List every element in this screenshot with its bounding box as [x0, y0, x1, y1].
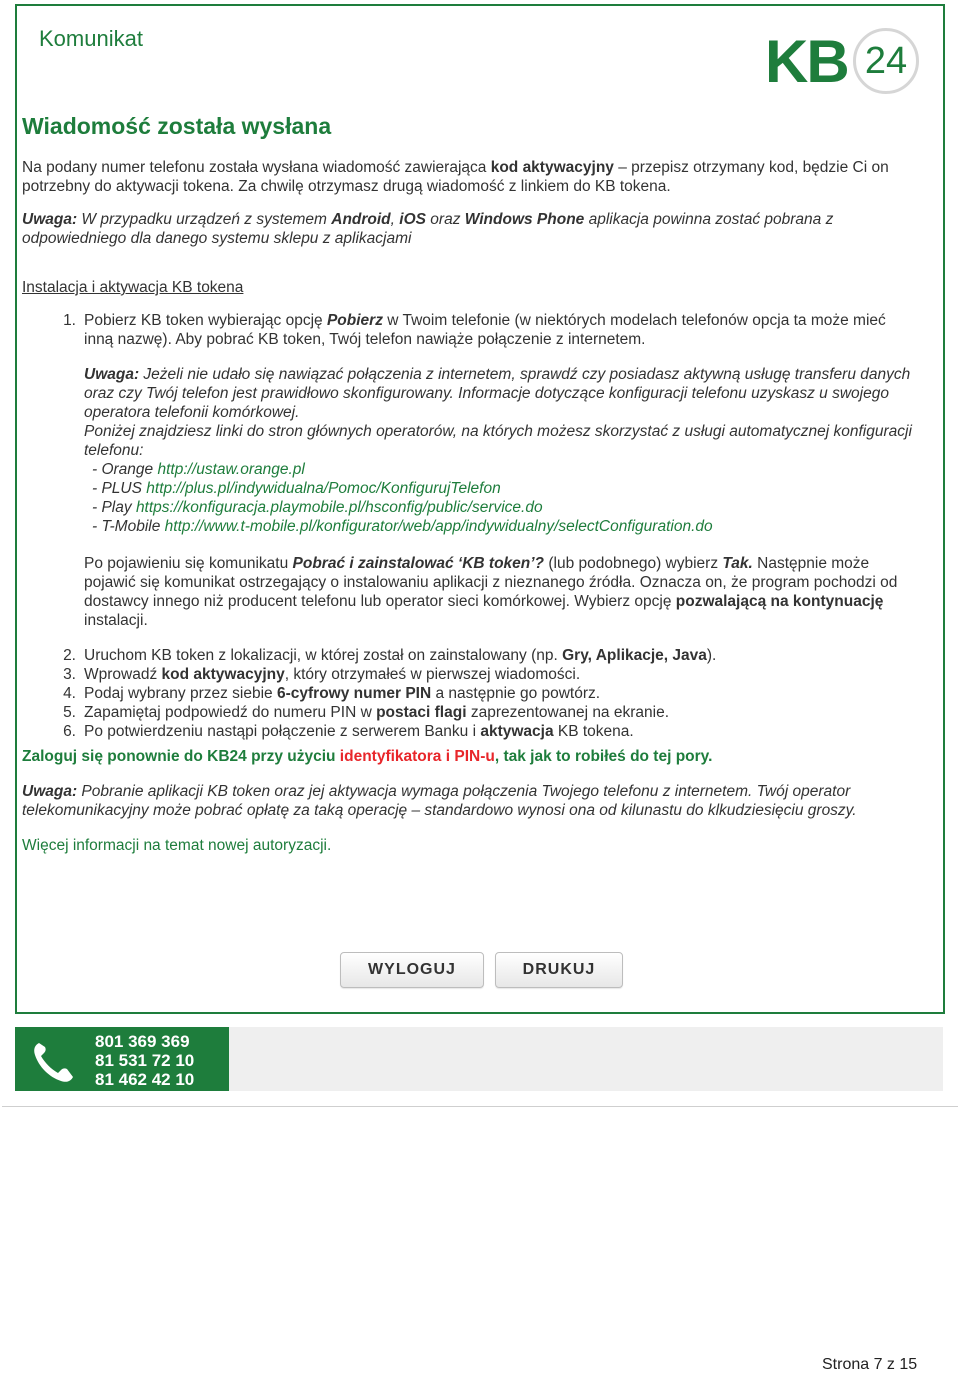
message-content	[22, 112, 912, 855]
operator-link[interactable]: http://www.t-mobile.pl/konfigurator/web/app/indywidualny/selectConfiguration.do	[164, 518, 713, 535]
intro-code: kod aktywacyjny	[490, 159, 614, 176]
popup-allow: pozwalającą na kontynuację	[675, 593, 884, 610]
operator-link[interactable]: http://ustaw.orange.pl	[157, 461, 305, 478]
steps-list-2	[22, 646, 912, 741]
intro-a: Na podany numer telefonu została wysłana wiadomość zawierająca	[22, 159, 491, 176]
page-title: Wiadomość została wysłana	[22, 113, 332, 139]
step6-c: KB tokena.	[553, 723, 634, 740]
intro-c: – przepisz otrzymany kod, będzie Ci on potrzebny do aktywacji tokena. Za chwilę otrzymasz drugą wiadomość z linkiem do KB tokena.	[22, 159, 889, 195]
popup-tak: Tak.	[722, 555, 753, 572]
operator-name: - PLUS	[92, 480, 147, 497]
operator-play	[92, 498, 912, 517]
step-text	[84, 703, 912, 722]
step-3	[22, 665, 912, 684]
operator-link[interactable]: https://konfiguracja.playmobile.pl/hsconfig/public/service.do	[135, 499, 543, 516]
phone-contact-box	[15, 1027, 229, 1091]
step-text	[84, 665, 912, 684]
step1-c: w Twoim telefonie (w niektórych modelach telefonów opcja ta może mieć inną nazwę). Aby pobrać KB token, Twój telefon nawiąże połączenie z internetem.	[84, 312, 886, 348]
step4-b: 6-cyfrowy numer PIN	[277, 685, 432, 702]
note-label: Uwaga:	[84, 366, 140, 383]
uwaga-stores	[22, 210, 912, 248]
steps-list	[22, 311, 912, 349]
phone-numbers	[95, 1032, 194, 1089]
login-instruction	[22, 747, 912, 766]
note-body: Jeżeli nie udało się nawiązać połączenia z internetem, sprawdź czy posiadasz aktywną usługę transferu danych oraz czy Twój telefon jest prawidłowo skonfigurowany. Informacje dotyczące konfiguracji telefonu uzyskasz u swojego operatora telefonii komórkowej.	[84, 366, 911, 421]
uwaga-ios: iOS	[399, 211, 426, 228]
step-number: 6.	[63, 723, 76, 740]
step4-c: a następnie go powtórz.	[431, 685, 601, 702]
connection-note	[76, 365, 912, 460]
logo-24-ring: 24	[853, 28, 919, 94]
step-text	[84, 646, 912, 665]
logout-button[interactable]: WYLOGUJ	[340, 952, 484, 988]
section-title: Instalacja i aktywacja KB tokena	[22, 279, 244, 296]
step3-c: , który otrzymałeś w pierwszej wiadomości.	[284, 666, 581, 683]
uwaga2-text: Pobranie aplikacji KB token oraz jej aktywacja wymaga połączenia Twojego telefonu z internetem. Twój operator telekomunikacyjny może pobrać opłatę za taką operację – standardowo wynosi ona od kilunastu do klkudziesięciu groszy.	[22, 783, 857, 819]
step-number: 5.	[63, 704, 76, 721]
install-popup-text	[84, 554, 912, 630]
login-a: Zaloguj się ponownie do KB24 przy użyciu	[22, 748, 340, 765]
note-text	[84, 365, 912, 422]
uwaga-costs	[22, 782, 912, 820]
step-6	[22, 722, 912, 741]
step-5	[22, 703, 912, 722]
uwaga-label: Uwaga:	[22, 211, 78, 228]
step4-a: Podaj wybrany przez siebie	[84, 685, 277, 702]
print-button[interactable]: DRUKUJ	[495, 952, 623, 988]
operator-link[interactable]: http://plus.pl/indywidualna/Pomoc/KonfigurujTelefon	[146, 480, 501, 497]
step-number: 1.	[63, 312, 76, 329]
operator-orange	[92, 460, 912, 479]
step6-a: Po potwierdzeniu nastąpi połączenie z serwerem Banku i	[84, 723, 481, 740]
step-text	[84, 684, 912, 703]
step3-a: Wprowadź	[84, 666, 162, 683]
phone-number: 801 369 369	[95, 1032, 190, 1051]
step-text	[84, 722, 912, 741]
login-credentials: identyfikatora i PIN-u	[339, 748, 495, 765]
step5-b: postaci flagi	[376, 704, 467, 721]
uwaga-android: Android	[331, 211, 391, 228]
window-title: Komunikat	[39, 26, 143, 51]
operator-plus	[92, 479, 912, 498]
logo-kb-text: KB	[765, 28, 848, 95]
step1-a: Pobierz KB token wybierając opcję	[84, 312, 327, 329]
uwaga-t1: W przypadku urządzeń z systemem	[77, 211, 332, 228]
step-text	[84, 311, 912, 349]
phone-number: 81 531 72 10	[95, 1051, 195, 1070]
step2-a: Uruchom KB token z lokalizacji, w której został on zainstalowany (np.	[84, 647, 563, 664]
operator-name: - Play	[92, 499, 136, 516]
step2-b: Gry, Aplikacje, Java	[562, 647, 707, 664]
kb24-logo	[765, 28, 925, 102]
popup-question: Pobrać i zainstalować ‘KB token’?	[292, 555, 545, 572]
step1-pobierz: Pobierz	[326, 312, 383, 329]
step-number: 2.	[63, 647, 76, 664]
divider	[2, 1106, 958, 1107]
popup-g: instalacji.	[84, 612, 148, 629]
uwaga-windows-phone: Windows Phone	[464, 211, 585, 228]
uwaga2-label: Uwaga:	[22, 783, 78, 800]
step2-c: ).	[706, 647, 717, 664]
operator-name: - T-Mobile	[92, 518, 165, 535]
uwaga-t4: aplikacja powinna zostać pobrana z odpowiedniego dla danego systemu sklepu z aplikacjami	[22, 211, 834, 247]
step-4	[22, 684, 912, 703]
step-number: 3.	[63, 666, 76, 683]
page-number: Strona 7 z 15	[822, 1356, 918, 1373]
operator-t-mobile	[92, 517, 912, 536]
step5-a: Zapamiętaj podpowiedź do numeru PIN w	[84, 704, 377, 721]
step-1	[22, 311, 912, 349]
step-2	[22, 646, 912, 665]
operator-name: - Orange	[92, 461, 158, 478]
uwaga-t2: ,	[390, 211, 400, 228]
step3-b: kod aktywacyjny	[161, 666, 285, 683]
popup-c: (lub podobnego) wybierz	[544, 555, 723, 572]
popup-e: Następnie może pojawić się komunikat ostrzegający o instalowaniu aplikacji z nieznanego źródła. Oznacza on, że program pochodzi od dostawcy innego niż producent telefonu lub operator sieci komórkowej. Wybierz opcję	[84, 555, 898, 610]
popup-a: Po pojawieniu się komunikatu	[84, 555, 293, 572]
step6-b: aktywacja	[480, 723, 554, 740]
login-c: , tak jak to robiłeś do tej pory.	[494, 748, 713, 765]
note-text-2: Poniżej znajdziesz linki do stron głównych operatorów, na których możesz skorzystać z usługi automatycznej konfiguracji telefonu:	[84, 423, 912, 459]
phone-number: 81 462 42 10	[95, 1070, 195, 1089]
more-info-link[interactable]: Więcej informacji na temat nowej autoryzacji.	[22, 837, 332, 854]
step5-c: zaprezentowanej na ekranie.	[466, 704, 670, 721]
uwaga-t3: oraz	[425, 211, 465, 228]
step-number: 4.	[63, 685, 76, 702]
intro-text	[22, 158, 912, 196]
phone-icon	[31, 1039, 77, 1083]
operator-links	[92, 460, 912, 536]
